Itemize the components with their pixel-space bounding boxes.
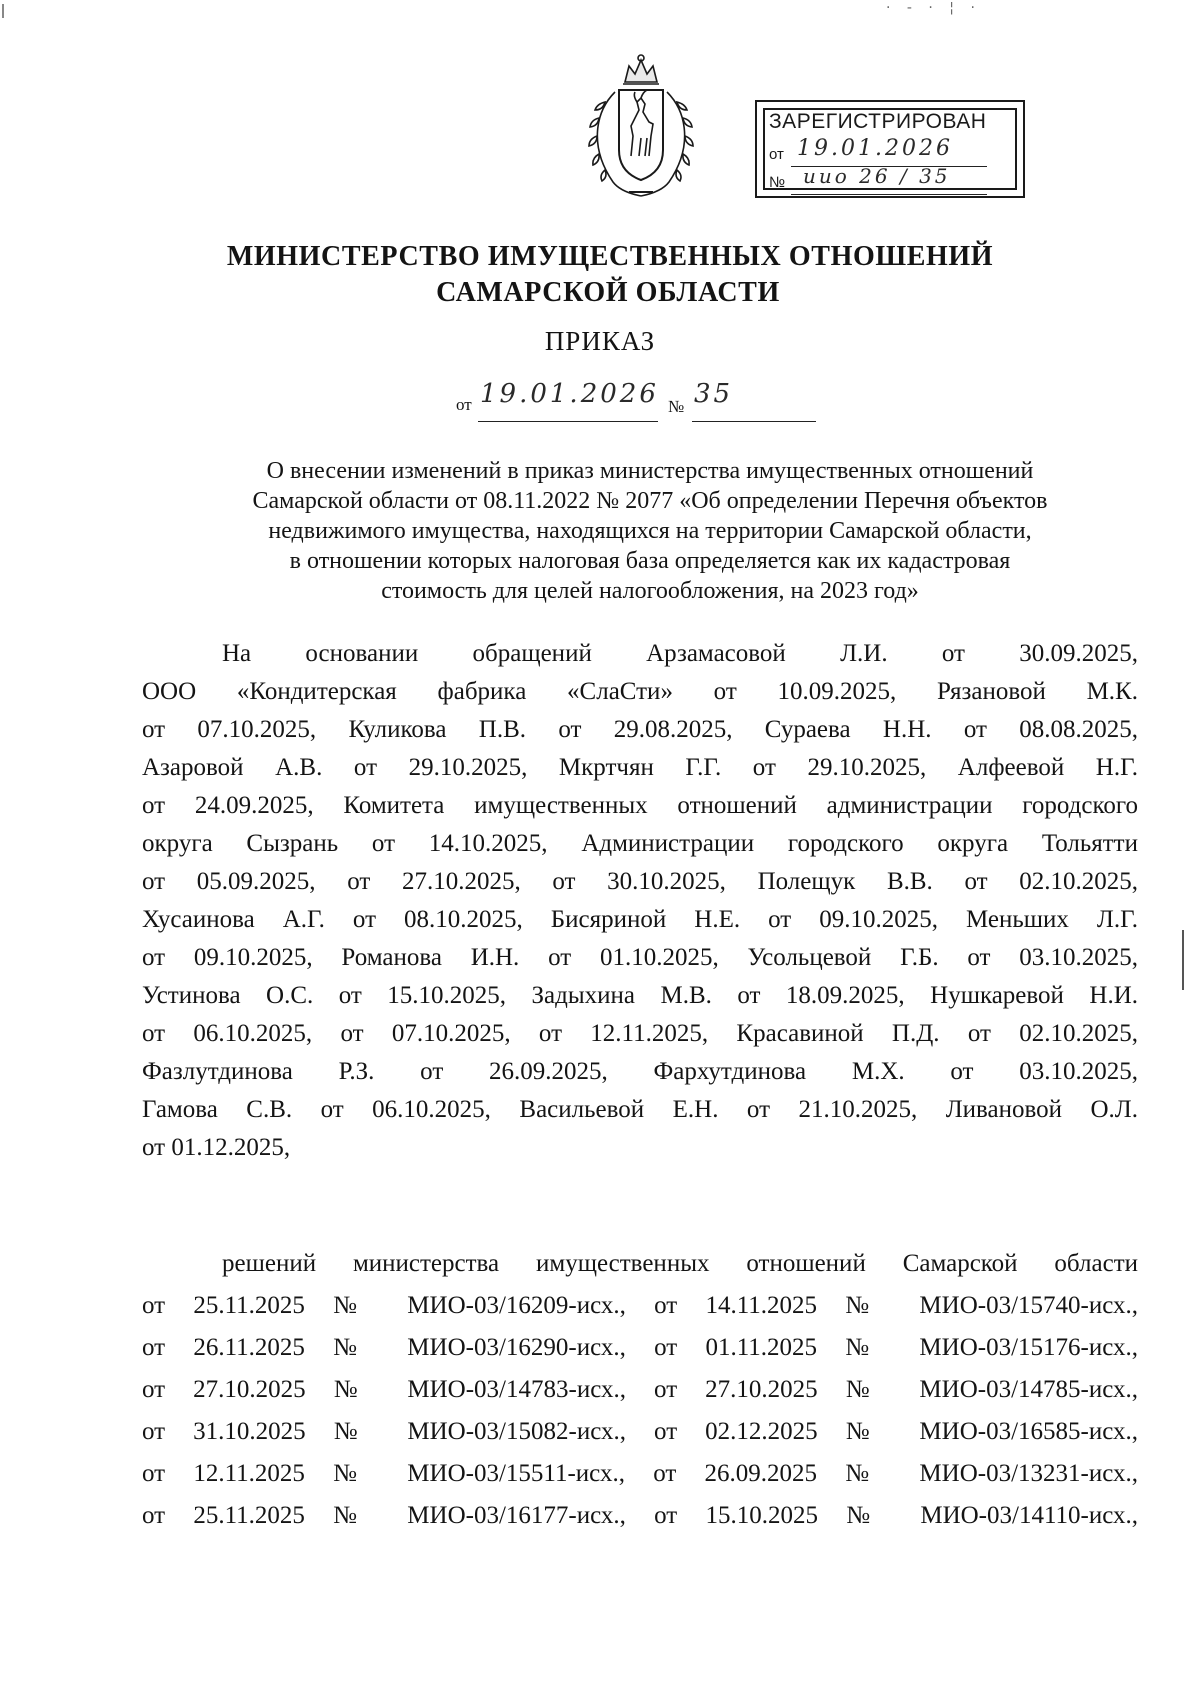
order-title	[170, 456, 1130, 606]
stamp-title: ЗАРЕГИСТРИРОВАН	[769, 110, 987, 133]
stamp-from-label: от	[769, 146, 784, 163]
order-number-label: №	[668, 397, 685, 416]
paragraph-line: от 25.11.2025 № МИО-03/16177-исх., от 15.10.2025 № МИО-03/14110-исх.,	[142, 1502, 1138, 1529]
scan-margin-mark	[1182, 930, 1184, 990]
samara-coat-of-arms-icon	[575, 52, 707, 202]
order-date-underline	[478, 421, 658, 422]
paragraph-line: округа Сызрань от 14.10.2025, Администрации городского округа Тольятти	[142, 830, 1138, 857]
stamp-number-label: №	[769, 174, 786, 191]
ministry-name-line-1: МИНИСТЕРСТВО ИМУЩЕСТВЕННЫХ ОТНОШЕНИЙ	[226, 241, 994, 272]
stamp-number-handwritten: иио 26 / 35	[803, 164, 951, 188]
paragraph-line: На основании обращений Арзамасовой Л.И. от 30.09.2025,	[222, 640, 1138, 667]
paragraph-line: Хусаинова А.Г. от 08.10.2025, Бисяриной Н.Е. от 09.10.2025, Меньших Л.Г.	[142, 906, 1138, 933]
scan-top-marks: · - · ¦ ·	[886, 0, 981, 16]
paragraph-line: от 31.10.2025 № МИО-03/15082-исх., от 02.12.2025 № МИО-03/16585-исх.,	[142, 1418, 1138, 1445]
order-title-line: стоимость для целей налогообложения, на 2023 год»	[381, 578, 919, 604]
order-title-line: Самарской области от 08.11.2022 № 2077 «Об определении Перечня объектов	[252, 488, 1048, 514]
paragraph-line: от 25.11.2025 № МИО-03/16209-исх., от 14.11.2025 № МИО-03/15740-исх.,	[142, 1292, 1138, 1319]
paragraph-line: ООО «Кондитерская фабрика «СлаСти» от 10.09.2025, Рязановой М.К.	[142, 678, 1138, 705]
paragraph-line: от 26.11.2025 № МИО-03/16290-исх., от 01.11.2025 № МИО-03/15176-исх.,	[142, 1334, 1138, 1361]
paragraph-line: от 06.10.2025, от 07.10.2025, от 12.11.2025, Красавиной П.Д. от 02.10.2025,	[142, 1020, 1138, 1047]
order-from-label: от	[456, 395, 472, 414]
paragraph-line: решений министерства имущественных отношений Самарской области	[222, 1250, 1138, 1277]
scan-edge-mark	[2, 4, 4, 18]
order-date-handwritten: 19.01.2026	[480, 379, 659, 409]
paragraph-line: Фазлутдинова Р.З. от 26.09.2025, Фархутдинова М.Х. от 03.10.2025,	[142, 1058, 1138, 1085]
paragraph-line: от 01.12.2025,	[142, 1134, 291, 1161]
order-number-handwritten: 35	[694, 379, 734, 409]
order-number-underline	[692, 421, 816, 422]
paragraph-line: Азаровой А.В. от 29.10.2025, Мкртчян Г.Г. от 29.10.2025, Алфеевой Н.Г.	[142, 754, 1138, 781]
registration-stamp	[755, 100, 1025, 198]
order-title-line: в отношении которых налоговая база определяется как их кадастровая	[289, 548, 1011, 574]
document-type-heading: ПРИКАЗ	[544, 326, 656, 356]
order-title-line: О внесении изменений в приказ министерства имущественных отношений	[266, 458, 1034, 484]
paragraph-line: Гамова С.В. от 06.10.2025, Васильевой Е.Н. от 21.10.2025, Ливановой О.Л.	[142, 1096, 1138, 1123]
paragraph-line: от 09.10.2025, Романова И.Н. от 01.10.2025, Усольцевой Г.Б. от 03.10.2025,	[142, 944, 1138, 971]
paragraph-line: Устинова О.С. от 15.10.2025, Задыхина М.В. от 18.09.2025, Нушкаревой Н.И.	[142, 982, 1138, 1009]
paragraph-line: от 07.10.2025, Куликова П.В. от 29.08.2025, Сураева Н.Н. от 08.08.2025,	[142, 716, 1138, 743]
paragraph-line: от 27.10.2025 № МИО-03/14783-исх., от 27.10.2025 № МИО-03/14785-исх.,	[142, 1376, 1138, 1403]
ministry-name-line-2: САМАРСКОЙ ОБЛАСТИ	[436, 277, 780, 308]
paragraph-line: от 12.11.2025 № МИО-03/15511-исх., от 26.09.2025 № МИО-03/13231-исх.,	[142, 1460, 1138, 1487]
order-title-line: недвижимого имущества, находящихся на территории Самарской области,	[268, 518, 1032, 544]
paragraph-line: от 05.09.2025, от 27.10.2025, от 30.10.2025, Полещук В.В. от 02.10.2025,	[142, 868, 1138, 895]
stamp-number-underline	[791, 194, 987, 195]
order-date-number-line	[456, 379, 816, 425]
paragraph-line: от 24.09.2025, Комитета имущественных отношений администрации городского	[142, 792, 1138, 819]
stamp-date-handwritten: 19.01.2026	[797, 136, 953, 161]
